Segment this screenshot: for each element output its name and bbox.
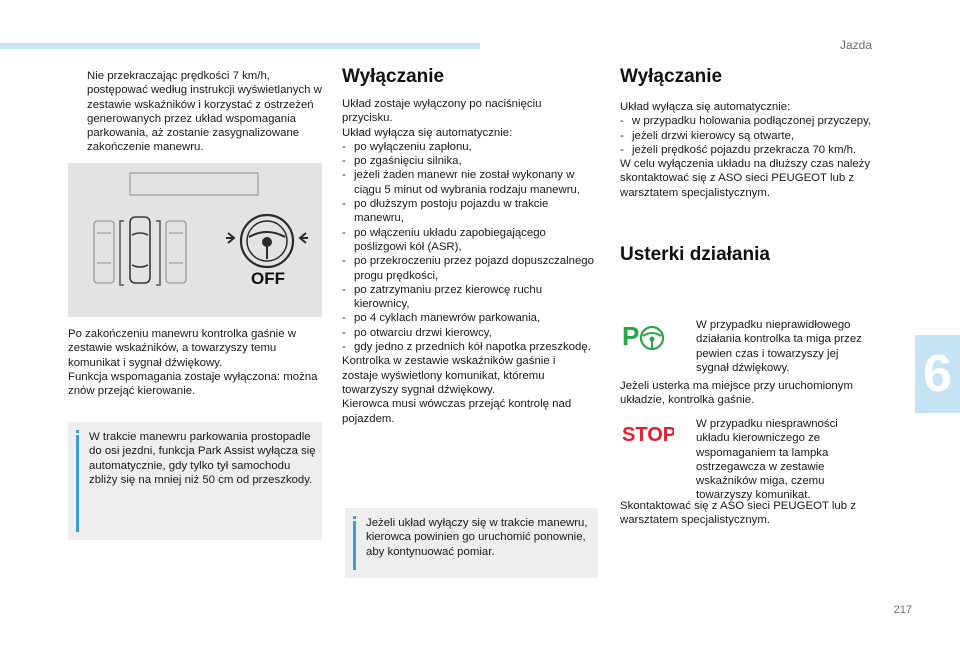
- column-1-after: [68, 327, 326, 398]
- col2-paragraph-2: Układ wyłącza się automatycznie:: [342, 126, 513, 139]
- list-item: - po otwarciu drzwi kierowcy,: [342, 326, 492, 339]
- list-item: - jeżeli prędkość pojazdu przekracza 70 km/h.: [620, 143, 857, 156]
- fault-1-text: W przypadku nieprawidłowego działania kontrolka ta miga przez pewien czas i towarzyszy jej sygnał dźwiękowy.: [696, 319, 862, 374]
- info-note-2-text: Jeżeli układ wyłączy się w trakcie manewru, kierowca powinien go uruchomić ponownie, aby kontynuować pomiar.: [366, 517, 588, 558]
- section-label: Jazda: [839, 38, 872, 52]
- stop-warning-icon: [622, 417, 674, 455]
- list-item: - po włączeniu układu zapobiegającego poślizgowi kół (ASR),: [342, 226, 546, 253]
- list-item: - gdy jedno z przednich kół napotka przeszkodę.: [342, 341, 591, 354]
- off-label: OFF: [251, 269, 285, 288]
- svg-text:P: P: [622, 321, 640, 351]
- info-icon: [353, 516, 356, 570]
- chapter-tab: 6: [915, 335, 960, 413]
- svg-text:STOP: STOP: [622, 424, 674, 446]
- intro-paragraph: Nie przekraczając prędkości 7 km/h, postępować według instrukcji wyświetlanych w zestawie wskaźników i korzystać z ostrzeżeń generowanych przez układ wspomagania parkowania, aż zostanie zasygnalizowane zakończenie manewru.: [87, 70, 322, 154]
- park-assist-illustration: [68, 163, 322, 317]
- list-item: - w przypadku holowania podłączonej przyczepy,: [620, 115, 872, 128]
- col3-paragraph-1: Układ wyłącza się automatycznie:: [620, 101, 791, 113]
- col3-paragraph-4: Skontaktować się z ASO sieci PEUGEOT lub z warsztatem specjalistycznym.: [620, 500, 856, 527]
- column-3: [620, 66, 876, 266]
- after-paragraph-1: Po zakończeniu manewru kontrolka gaśnie w zestawie wskaźników, a towarzyszy temu komunikat i sygnał dźwiękowy.: [68, 328, 296, 369]
- page-number: 217: [893, 604, 912, 616]
- list-item: - po zatrzymaniu przez kierowcę ruchu kierownicy,: [342, 283, 543, 311]
- list-item: - po wyłączeniu zapłonu,: [342, 140, 472, 153]
- col2-paragraph-1: Układ zostaje wyłączony po naciśnięciu przycisku.: [342, 98, 542, 125]
- header-accent-bar: [0, 43, 480, 49]
- section-title-usterki: Usterki działania: [620, 244, 770, 266]
- fault-row-2: [622, 417, 874, 503]
- list-item: - po dłuższym postoju pojazdu w trakcie manewru,: [342, 198, 549, 225]
- col3-paragraph-3: Jeżeli usterka ma miejsce przy uruchomionym układzie, kontrolka gaśnie.: [620, 380, 853, 407]
- list-item: - po zgaśnięciu silnika,: [342, 155, 462, 168]
- info-note-2: [345, 508, 598, 578]
- col2-paragraph-4: Kierowca musi wówczas przejąć kontrolę nad pojazdem.: [342, 398, 572, 425]
- fault-2-text: W przypadku niesprawności układu kierowniczego ze wspomaganiem ta lampka ostrzegawcza w zestawie wskaźników miga, czemu towarzyszy komunikat.: [696, 418, 838, 502]
- list-item: - po przekroczeniu przez pojazd dopuszczalnego progu prędkości,: [342, 255, 594, 282]
- info-icon: [76, 430, 79, 532]
- after-paragraph-2: Funkcja wspomagania zostaje wyłączona: można znów przejąć kierowanie.: [68, 370, 318, 398]
- list-item: - jeżeli żaden manewr nie został wykonany w ciągu 5 minut od wybrania rodzaju manewru,: [342, 169, 581, 196]
- parking-diagram-icon: [68, 163, 322, 317]
- section-title-wylaczanie-2: Wyłączanie: [620, 66, 723, 87]
- info-note-1: [68, 422, 322, 540]
- col2-paragraph-3: Kontrolka w zestawie wskaźników gaśnie i zostaje wyświetlony komunikat, któremu towarzyszy sygnał dźwiękowy.: [342, 355, 556, 396]
- column-2: [342, 66, 594, 426]
- fault-row-1: [622, 318, 874, 375]
- list-item: - po 4 cyklach manewrów parkowania,: [342, 312, 541, 325]
- section-title-wylaczanie: Wyłączanie: [342, 66, 445, 87]
- info-note-1-text: W trakcie manewru parkowania prostopadle do osi jezdni, funkcja Park Assist wyłącza się automatycznie, gdy tylko tył samochodu zbliży się na mniej niż 50 cm od przeszkody.: [89, 431, 316, 486]
- p-steering-warning-icon: [622, 318, 674, 356]
- list-item: - jeżeli drzwi kierowcy są otwarte,: [620, 129, 795, 142]
- column-1-intro: [87, 69, 325, 155]
- col3-paragraph-2: W celu wyłączenia układu na dłuższy czas należy skontaktować się z ASO sieci PEUGEOT lub z warsztatem specjalistycznym.: [620, 158, 871, 199]
